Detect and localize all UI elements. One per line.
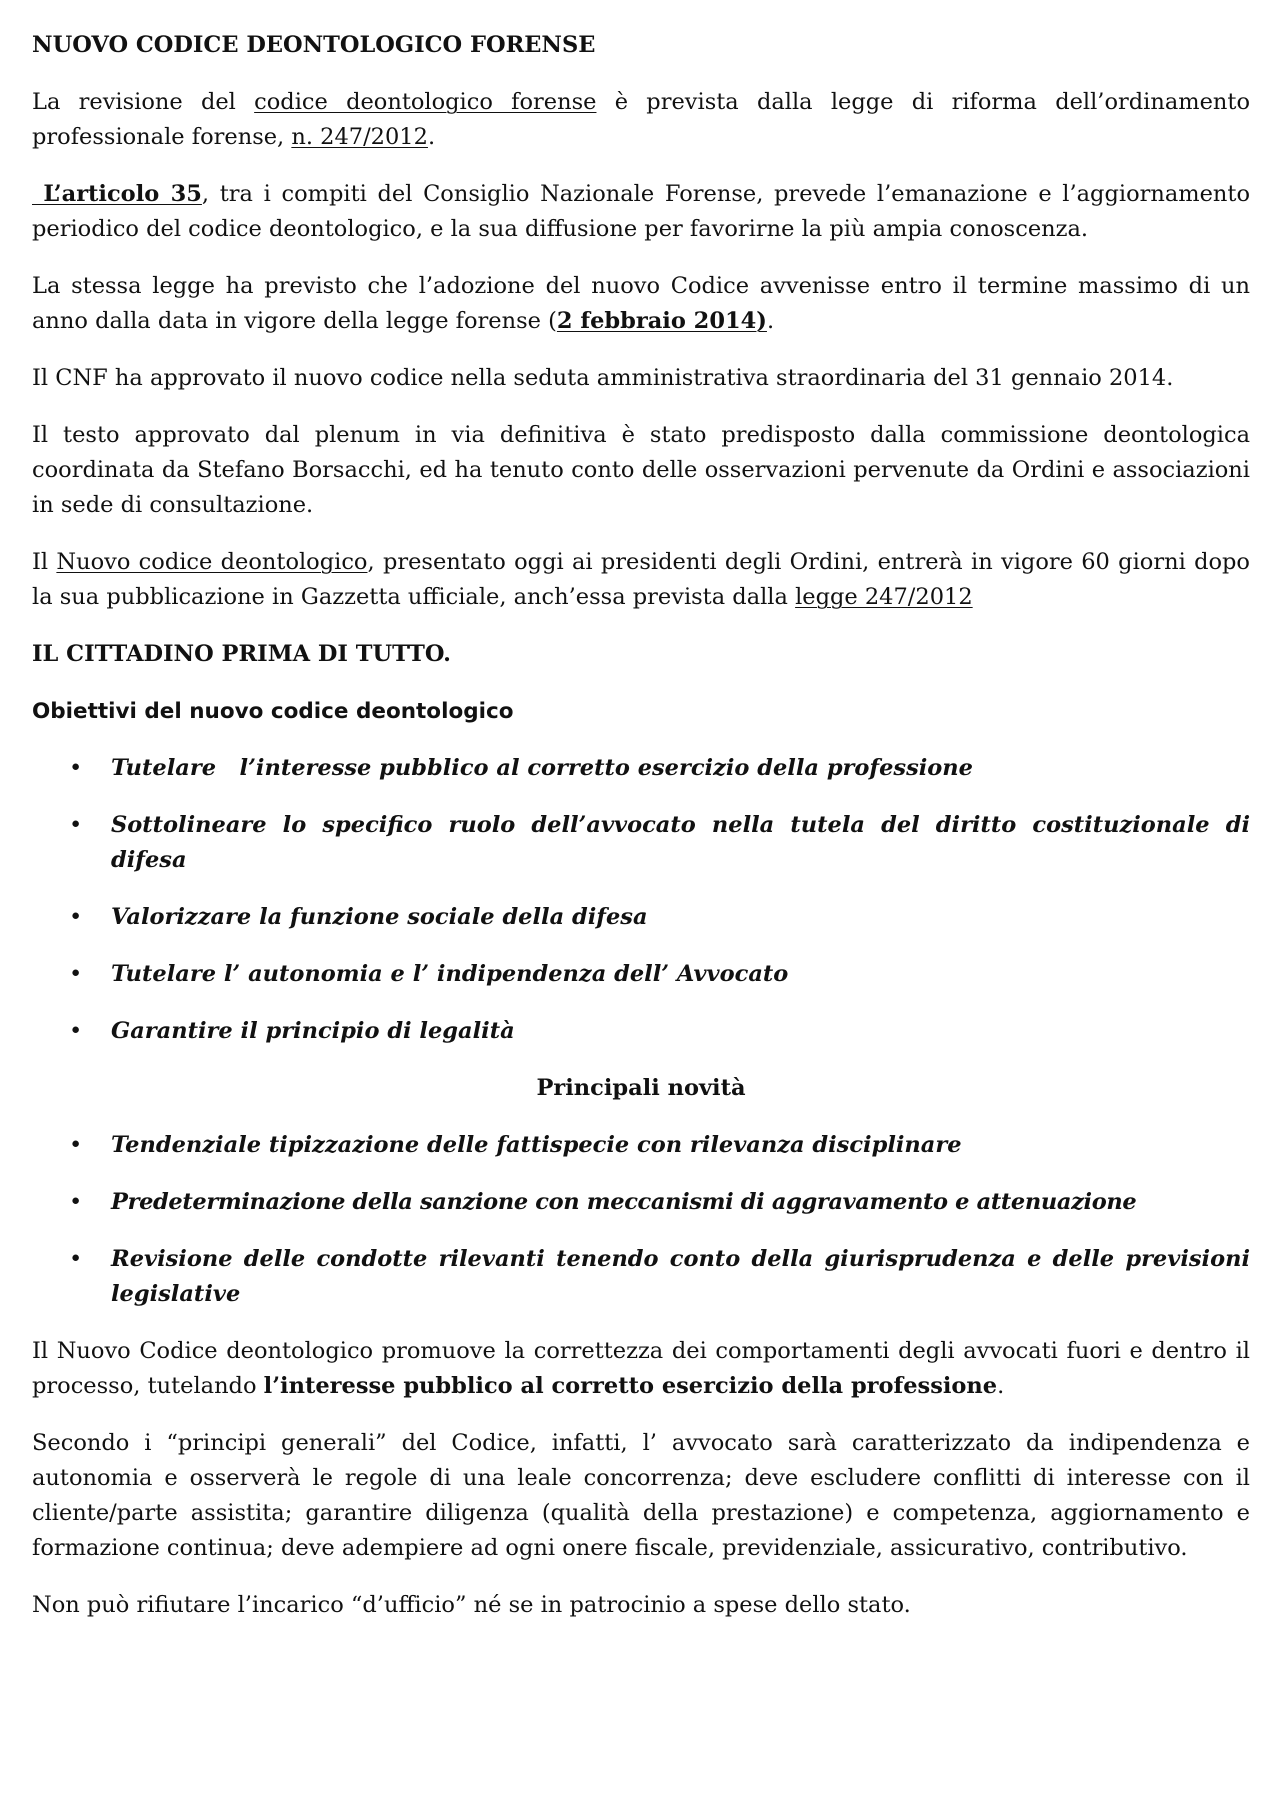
link-nuovo-codice[interactable]: Nuovo codice deontologico	[56, 549, 368, 575]
bullet-icon: •	[69, 1189, 83, 1215]
text-span: .	[997, 1373, 1005, 1399]
intro-paragraph	[32, 85, 1250, 155]
link-legge-247-2012[interactable]: n. 247/2012	[291, 124, 428, 150]
principles-paragraph: Secondo i “principi generali” del Codice, infatti, l’ avvocato sarà caratterizzato da indipendenza e autonomia e osserverà le regole di una leale concorrenza; deve escludere conflitti di interesse con il cliente/parte assistita; garantire diligenza (qualità della prestazione) e competenza, aggiornamento e formazione continua; deve adempiere ad ogni onere fiscale, previdenziale, assicurativo, contributivo.	[32, 1430, 1250, 1561]
bullet-icon: •	[69, 1246, 83, 1272]
promotion-paragraph	[32, 1334, 1250, 1404]
text-span: .	[766, 308, 775, 334]
deadline-date-link[interactable]	[557, 308, 767, 334]
list-item	[32, 1128, 1250, 1163]
text-span: Il	[32, 549, 57, 575]
text-span: .	[427, 124, 436, 150]
list-item	[32, 1014, 1250, 1049]
document-page	[32, 28, 1250, 1645]
list-item-text: Tendenziale tipizzazione delle fattispecie con rilevanza disciplinare	[111, 1132, 962, 1158]
entry-into-force-paragraph	[32, 545, 1250, 615]
text-span: , tra i compiti del Consiglio Nazionale Forense, prevede l’emanazione e l’aggiornamento periodico del codice deontologico, e la sua diffusione per favorirne la più ampia conoscenza.	[32, 181, 1251, 242]
bullet-icon: •	[69, 812, 83, 838]
article-35-paragraph	[32, 177, 1250, 247]
text-span: è prevista dalla legge di riforma dell’ordinamento professionale forense,	[32, 89, 1250, 150]
commission-paragraph: Il testo approvato dal plenum in via definitiva è stato predisposto dalla commissione deontologica coordinata da Stefano Borsacchi, ed ha tenuto conto delle osservazioni pervenute da Ordini e associazioni in sede di consultazione.	[32, 422, 1250, 518]
list-item	[32, 751, 1250, 786]
list-item-text: Garantire il principio di legalità	[111, 1018, 515, 1044]
bullet-icon: •	[69, 904, 83, 930]
list-item	[32, 1185, 1250, 1220]
document-title: NUOVO CODICE DEONTOLOGICO FORENSE	[32, 32, 596, 58]
list-item	[32, 900, 1250, 935]
deadline-paragraph	[32, 269, 1250, 339]
public-interest-emphasis: l’interesse pubblico al corretto esercizio della professione	[263, 1373, 998, 1399]
section-title: IL CITTADINO PRIMA DI TUTTO.	[32, 641, 451, 667]
text-span: , presentato oggi ai presidenti degli Ordini, entrerà in vigore 60 giorni dopo la sua pubblicazione in Gazzetta ufficiale, anch’essa prevista dalla	[32, 549, 1250, 610]
bullet-icon: •	[69, 755, 83, 781]
bullet-icon: •	[69, 961, 83, 987]
list-item-text: Tutelare l’interesse pubblico al corretto esercizio della professione	[111, 755, 973, 781]
objectives-heading: Obiettivi del nuovo codice deontologico	[32, 699, 514, 724]
objectives-list	[32, 751, 1250, 1049]
bullet-icon: •	[69, 1018, 83, 1044]
list-item-text: Revisione delle condotte rilevanti tenendo conto della giurisprudenza e delle previsioni legislative	[111, 1246, 1250, 1307]
link-articolo-35[interactable]	[32, 181, 202, 207]
deadline-date: 2 febbraio 2014)	[556, 308, 767, 334]
text-span: La revisione del	[32, 89, 255, 115]
approval-paragraph: Il CNF ha approvato il nuovo codice nella seduta amministrativa straordinaria del 31 gennaio 2014.	[32, 365, 1174, 391]
bullet-icon: •	[69, 1132, 83, 1158]
novelties-heading: Principali novità	[536, 1075, 746, 1101]
link-codice-deontologico[interactable]: codice deontologico forense	[254, 89, 597, 115]
list-item	[32, 1242, 1250, 1312]
novelties-list	[32, 1128, 1250, 1312]
text-span: Il Nuovo Codice deontologico promuove la correttezza dei comportamenti degli avvocati fuori e dentro il processo, tutelando	[32, 1338, 1250, 1399]
link-legge-247-2012-second[interactable]: legge 247/2012	[795, 584, 973, 610]
list-item	[32, 957, 1250, 992]
text-span: La stessa legge ha previsto che l’adozione del nuovo Codice avvenisse entro il termine massimo di un anno dalla data in vigore della legge forense (	[32, 273, 1250, 334]
list-item	[32, 808, 1250, 878]
duty-paragraph: Non può rifiutare l’incarico “d’ufficio” né se in patrocinio a spese dello stato.	[32, 1592, 911, 1618]
link-articolo-35-label: L’articolo 35	[32, 181, 202, 207]
list-item-text: Valorizzare la funzione sociale della difesa	[111, 904, 648, 930]
list-item-text: Predeterminazione della sanzione con meccanismi di aggravamento e attenuazione	[111, 1189, 1137, 1215]
list-item-text: Sottolineare lo specifico ruolo dell’avvocato nella tutela del diritto costituzionale di difesa	[111, 812, 1250, 873]
list-item-text: Tutelare l’ autonomia e l’ indipendenza dell’ Avvocato	[111, 961, 789, 987]
